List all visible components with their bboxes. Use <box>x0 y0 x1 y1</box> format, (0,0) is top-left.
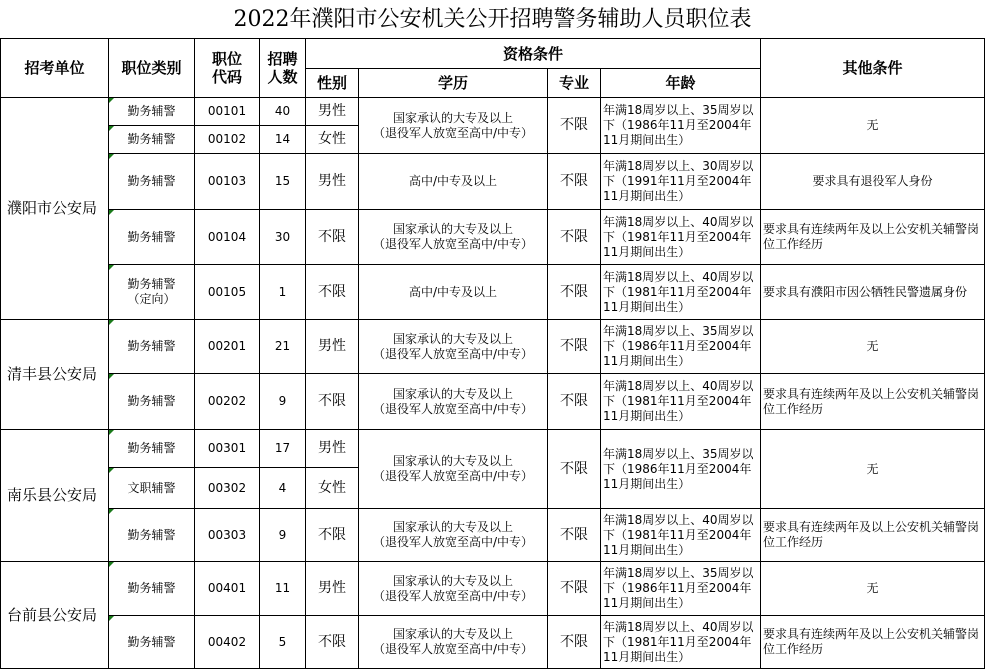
code-cell: 00301 <box>195 430 260 468</box>
education-cell: 国家承认的大专及以上 （退役军人放宽至高中/中专） <box>359 616 548 669</box>
count-cell: 5 <box>260 616 306 669</box>
header-gender: 性别 <box>306 69 359 98</box>
header-education: 学历 <box>359 69 548 98</box>
age-cell: 年满18周岁以上、40周岁以下（1981年11月至2004年11月期间出生） <box>601 616 761 669</box>
category-cell: 勤务辅警 <box>109 374 195 430</box>
unit-cell: 清丰县公安局 <box>1 320 109 430</box>
gender-cell: 不限 <box>306 265 359 320</box>
education-cell: 国家承认的大专及以上 （退役军人放宽至高中/中专） <box>359 562 548 616</box>
major-cell: 不限 <box>548 98 601 154</box>
category-cell: 勤务辅警 <box>109 509 195 562</box>
count-cell: 9 <box>260 509 306 562</box>
category-cell: 勤务辅警 <box>109 616 195 669</box>
gender-cell: 不限 <box>306 616 359 669</box>
gender-cell: 男性 <box>306 562 359 616</box>
gender-cell: 不限 <box>306 509 359 562</box>
other-cell: 要求具有退役军人身份 <box>761 154 985 210</box>
header-count: 招聘人数 <box>260 39 306 98</box>
table-row <box>1 210 985 265</box>
code-cell: 00302 <box>195 468 260 509</box>
count-cell: 21 <box>260 320 306 374</box>
code-cell: 00101 <box>195 98 260 126</box>
other-cell: 要求具有濮阳市因公牺牲民警遗属身份 <box>761 265 985 320</box>
category-cell: 勤务辅警 <box>109 562 195 616</box>
age-cell: 年满18周岁以上、35周岁以下（1986年11月至2004年11月期间出生） <box>601 98 761 154</box>
count-cell: 9 <box>260 374 306 430</box>
positions-table <box>0 38 985 669</box>
education-cell: 国家承认的大专及以上 （退役军人放宽至高中/中专） <box>359 374 548 430</box>
code-cell: 00202 <box>195 374 260 430</box>
count-cell: 40 <box>260 98 306 126</box>
header-category: 职位类别 <box>109 39 195 98</box>
code-cell: 00303 <box>195 509 260 562</box>
code-cell: 00105 <box>195 265 260 320</box>
count-cell: 1 <box>260 265 306 320</box>
major-cell: 不限 <box>548 430 601 509</box>
category-cell: 文职辅警 <box>109 468 195 509</box>
table-row <box>1 154 985 210</box>
count-cell: 17 <box>260 430 306 468</box>
table-row <box>1 430 985 468</box>
other-cell: 要求具有连续两年及以上公安机关辅警岗位工作经历 <box>761 616 985 669</box>
gender-cell: 女性 <box>306 126 359 154</box>
education-cell: 高中/中专及以上 <box>359 265 548 320</box>
education-cell: 国家承认的大专及以上 （退役军人放宽至高中/中专） <box>359 509 548 562</box>
category-cell: 勤务辅警 <box>109 98 195 126</box>
header-major: 专业 <box>548 69 601 98</box>
count-cell: 15 <box>260 154 306 210</box>
count-cell: 11 <box>260 562 306 616</box>
category-cell: 勤务辅警 <box>109 320 195 374</box>
gender-cell: 男性 <box>306 430 359 468</box>
other-cell: 要求具有连续两年及以上公安机关辅警岗位工作经历 <box>761 509 985 562</box>
major-cell: 不限 <box>548 154 601 210</box>
major-cell: 不限 <box>548 210 601 265</box>
table-row <box>1 509 985 562</box>
gender-cell: 女性 <box>306 468 359 509</box>
gender-cell: 不限 <box>306 374 359 430</box>
other-cell: 无 <box>761 320 985 374</box>
major-cell: 不限 <box>548 509 601 562</box>
other-cell: 无 <box>761 430 985 509</box>
table-row <box>1 320 985 374</box>
age-cell: 年满18周岁以上、35周岁以下（1986年11月至2004年11月期间出生） <box>601 320 761 374</box>
code-cell: 00104 <box>195 210 260 265</box>
major-cell: 不限 <box>548 320 601 374</box>
major-cell: 不限 <box>548 265 601 320</box>
major-cell: 不限 <box>548 562 601 616</box>
category-cell: 勤务辅警 <box>109 210 195 265</box>
age-cell: 年满18周岁以上、35周岁以下（1986年11月至2004年11月期间出生） <box>601 562 761 616</box>
table-row <box>1 616 985 669</box>
gender-cell: 男性 <box>306 98 359 126</box>
education-cell: 国家承认的大专及以上 （退役军人放宽至高中/中专） <box>359 430 548 509</box>
count-cell: 14 <box>260 126 306 154</box>
count-cell: 4 <box>260 468 306 509</box>
code-cell: 00201 <box>195 320 260 374</box>
major-cell: 不限 <box>548 374 601 430</box>
header-code: 职位代码 <box>195 39 260 98</box>
count-cell: 30 <box>260 210 306 265</box>
education-cell: 高中/中专及以上 <box>359 154 548 210</box>
age-cell: 年满18周岁以上、40周岁以下（1981年11月至2004年11月期间出生） <box>601 509 761 562</box>
table-row <box>1 265 985 320</box>
other-cell: 要求具有连续两年及以上公安机关辅警岗位工作经历 <box>761 374 985 430</box>
unit-cell: 南乐县公安局 <box>1 430 109 562</box>
gender-cell: 男性 <box>306 154 359 210</box>
header-qualifications: 资格条件 <box>306 39 761 69</box>
header-age: 年龄 <box>601 69 761 98</box>
category-cell: 勤务辅警 <box>109 154 195 210</box>
table-row <box>1 374 985 430</box>
other-cell: 要求具有连续两年及以上公安机关辅警岗位工作经历 <box>761 210 985 265</box>
unit-cell: 台前县公安局 <box>1 562 109 669</box>
category-cell: 勤务辅警 <box>109 430 195 468</box>
unit-cell: 濮阳市公安局 <box>1 98 109 320</box>
gender-cell: 男性 <box>306 320 359 374</box>
age-cell: 年满18周岁以上、40周岁以下（1981年11月至2004年11月期间出生） <box>601 265 761 320</box>
table-row <box>1 98 985 126</box>
code-cell: 00401 <box>195 562 260 616</box>
education-cell: 国家承认的大专及以上 （退役军人放宽至高中/中专） <box>359 210 548 265</box>
header-other: 其他条件 <box>761 39 985 98</box>
age-cell: 年满18周岁以上、30周岁以下（1991年11月至2004年11月期间出生） <box>601 154 761 210</box>
code-cell: 00102 <box>195 126 260 154</box>
gender-cell: 不限 <box>306 210 359 265</box>
major-cell: 不限 <box>548 616 601 669</box>
age-cell: 年满18周岁以上、40周岁以下（1981年11月至2004年11月期间出生） <box>601 210 761 265</box>
category-cell: 勤务辅警 <box>109 126 195 154</box>
age-cell: 年满18周岁以上、35周岁以下（1986年11月至2004年11月期间出生） <box>601 430 761 509</box>
code-cell: 00103 <box>195 154 260 210</box>
other-cell: 无 <box>761 98 985 154</box>
category-cell: 勤务辅警 （定向） <box>109 265 195 320</box>
code-cell: 00402 <box>195 616 260 669</box>
page-title: 2022年濮阳市公安机关公开招聘警务辅助人员职位表 <box>233 7 752 32</box>
other-cell: 无 <box>761 562 985 616</box>
table-row <box>1 562 985 616</box>
education-cell: 国家承认的大专及以上 （退役军人放宽至高中/中专） <box>359 98 548 154</box>
header-unit: 招考单位 <box>1 39 109 98</box>
education-cell: 国家承认的大专及以上 （退役军人放宽至高中/中专） <box>359 320 548 374</box>
age-cell: 年满18周岁以上、40周岁以下（1981年11月至2004年11月期间出生） <box>601 374 761 430</box>
